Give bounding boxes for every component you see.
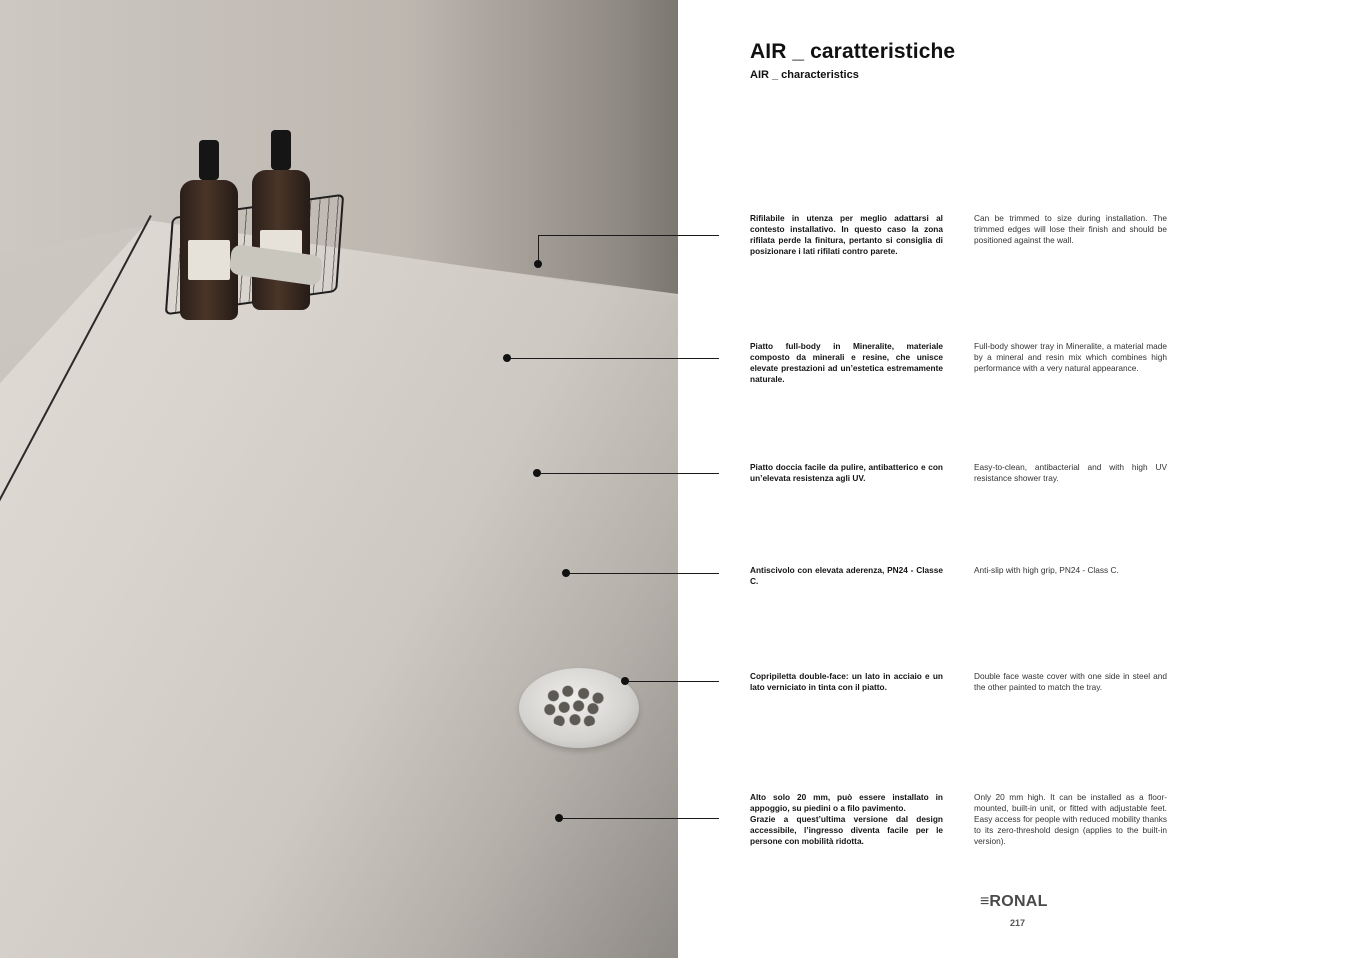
page-number: 217 <box>1010 918 1026 928</box>
callout-line <box>678 818 719 819</box>
soap-bottle <box>252 170 310 310</box>
callout-line <box>678 473 719 474</box>
page-title: AIR _ caratteristiche <box>750 40 956 63</box>
feature-text-en: Can be trimmed to size during installation. The trimmed edges will lose their finish and should be positioned against the wall. <box>974 213 1167 245</box>
callout-line <box>678 358 719 359</box>
callout-dot <box>562 569 570 577</box>
callout-dot <box>555 814 563 822</box>
callout-dot <box>621 677 629 685</box>
feature-text-it: Piatto full-body in Mineralite, materiale composto da minerali e resine, che unisce elevate prestazioni ad un’estetica estremamente naturale. <box>750 341 943 384</box>
brand-logo <box>980 893 1048 911</box>
callout-line <box>566 573 678 574</box>
page-subtitle: AIR _ characteristics <box>750 69 859 81</box>
feature-text-it: Rifilabile in utenza per meglio adattarsi al contesto installativo. In questo caso la zona rifilata perde la finitura, pertanto si consiglia di posizionare i lati rifilati contro parete. <box>750 213 943 256</box>
callout-line <box>678 235 719 236</box>
callout-line <box>559 818 678 819</box>
callout-dot <box>533 469 541 477</box>
feature-text-en: Easy-to-clean, antibacterial and with high UV resistance shower tray. <box>974 462 1167 483</box>
callout-line <box>678 573 719 574</box>
feature-text-en: Only 20 mm high. It can be installed as a floor-mounted, built-in unit, or fitted with adjustable feet. Easy access for people with reduced mobility thanks to its zero-threshold design (applies to the built-in version). <box>974 792 1167 846</box>
soap-bottle <box>180 180 238 320</box>
brand-name: RONAL <box>989 893 1048 910</box>
feature-text-en: Double face waste cover with one side in steel and the other painted to match the tray. <box>974 671 1167 692</box>
brand-mark-icon: ≡ <box>980 893 989 910</box>
feature-text-en: Full-body shower tray in Mineralite, a material made by a mineral and resin mix which combines high performance with a very natural appearance. <box>974 341 1167 373</box>
callout-line <box>507 358 678 359</box>
callout-dot <box>503 354 511 362</box>
callout-dot <box>534 260 542 268</box>
callout-line <box>538 235 678 236</box>
feature-text-en: Anti-slip with high grip, PN24 - Class C. <box>974 565 1119 575</box>
feature-text-it: Piatto doccia facile da pulire, antibatterico e con un’elevata resistenza agli UV. <box>750 462 943 483</box>
callout-line <box>678 681 719 682</box>
feature-text-it: Copripiletta double-face: un lato in acciaio e un lato verniciato in tinta con il piatto. <box>750 671 943 692</box>
callout-line <box>625 681 678 682</box>
feature-text-it: Alto solo 20 mm, può essere installato in appoggio, su piedini o a filo pavimento. Grazie a quest’ultima versione dal design accessibile, l’ingresso diventa facile per le persone con mobilità ridotta. <box>750 792 943 846</box>
feature-text-it: Antiscivolo con elevata aderenza, PN24 - Classe C. <box>750 565 943 586</box>
callout-line <box>537 473 678 474</box>
